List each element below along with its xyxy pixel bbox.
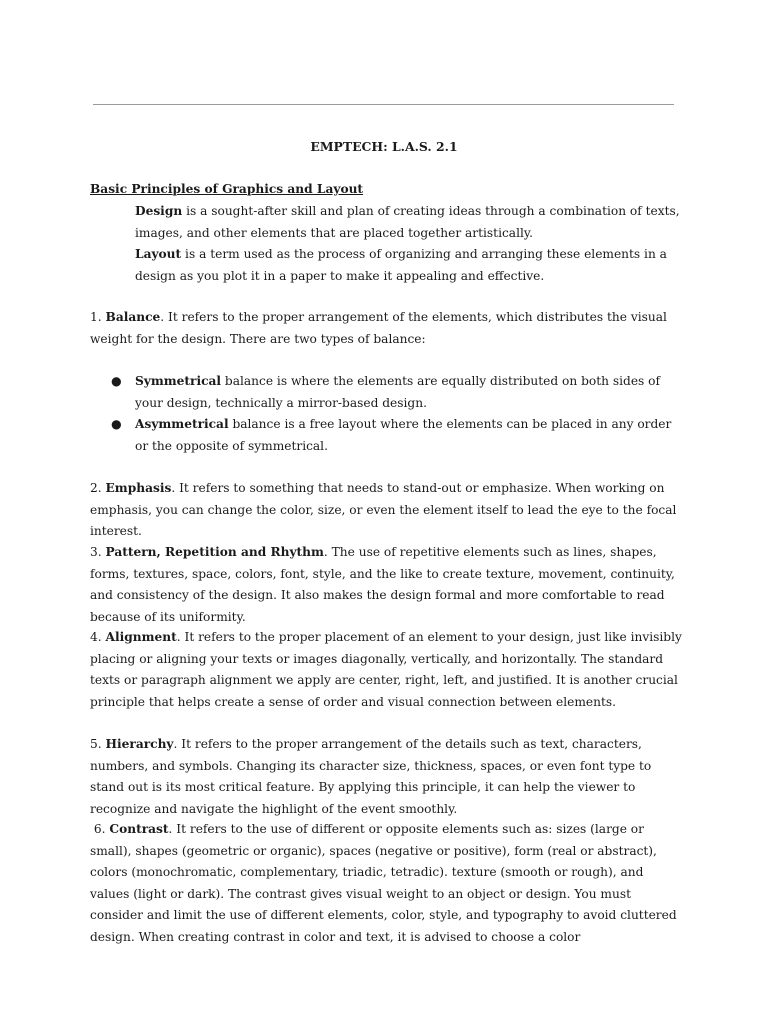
design-definition bbox=[135, 201, 680, 244]
hierarchy-text: . It refers to the proper arrangement of the details such as text, characters, numbers, and symbols. Changing its character size, thickness, spaces, or even font type to stand out is its most critical feature. By applying this principle, it can help the viewer to recognize and navigate the highlight of the event smoothly. bbox=[90, 737, 652, 816]
hierarchy-paragraph bbox=[90, 734, 684, 820]
alignment-text: . It refers to the proper placement of an element to your design, just like invisibly placing or aligning your texts or images diagonally, vertically, and horizontally. The standard texts or paragraph alignment we apply are center, right, left, and justified. It is another crucial principle that helps create a sense of order and visual connection between elements. bbox=[90, 630, 682, 709]
emphasis-paragraph bbox=[90, 478, 684, 543]
emphasis-text: . It refers to something that needs to stand-out or emphasize. When working on emphasis, you can change the color, size, or even the element itself to lead the eye to the focal interest. bbox=[90, 481, 677, 539]
hierarchy-number: 5. bbox=[90, 737, 106, 751]
document-title: EMPTECH: L.A.S. 2.1 bbox=[310, 139, 458, 154]
asymmetrical-text: balance is a free layout where the elements can be placed in any order or the opposite of symmetrical. bbox=[135, 417, 672, 453]
emphasis-term: Emphasis bbox=[105, 481, 172, 495]
alignment-number: 4. bbox=[90, 630, 106, 644]
design-term: Design bbox=[135, 204, 183, 218]
balance-text: . It refers to the proper arrangement of the elements, which distributes the visual weight for the design. There are two types of balance: bbox=[90, 310, 667, 346]
emphasis-number: 2. bbox=[90, 481, 106, 495]
list-item bbox=[90, 414, 684, 457]
contrast-paragraph bbox=[90, 819, 684, 949]
layout-term: Layout bbox=[135, 247, 182, 261]
contrast-text: . It refers to the use of different or opposite elements such as: sizes (large or small), shapes (geometric or organic), spaces (negative or positive), form (real or abstract), colors (monochromatic, complementary, triadic, tetradic). texture (smooth or rough), and values (light or dark). The contrast gives visual weight to an object or design. You must consider and limit the use of different elements, color, style, and typography to avoid cluttered design. When creating contrast in color and text, it is advised to choose a color bbox=[90, 822, 681, 944]
balance-number: 1. bbox=[90, 310, 106, 324]
balance-types-list bbox=[90, 371, 684, 457]
balance-term: Balance bbox=[105, 310, 161, 324]
pattern-text: . The use of repetitive elements such as lines, shapes, forms, textures, space, colors, font, style, and the like to create texture, movement, continuity, and consistency of the design. It also makes the design formal and more comfortable to read because of its uniformity. bbox=[90, 545, 675, 624]
asymmetrical-term: Asymmetrical bbox=[135, 417, 229, 432]
section-heading bbox=[90, 179, 684, 201]
contrast-term: Contrast bbox=[109, 822, 169, 836]
bullet-icon: ● bbox=[111, 417, 122, 432]
list-item bbox=[90, 371, 684, 414]
header-rule bbox=[93, 104, 674, 105]
symmetrical-text: balance is where the elements are equally distributed on both sides of your design, technically a mirror-based design. bbox=[135, 374, 661, 410]
alignment-term: Alignment bbox=[105, 630, 177, 644]
symmetrical-term: Symmetrical bbox=[135, 374, 222, 388]
layout-text: is a term used as the process of organizing and arranging these elements in a design as you plot it in a paper to make it appealing and effective. bbox=[135, 247, 667, 283]
contrast-number: 6. bbox=[90, 822, 110, 836]
balance-paragraph bbox=[90, 307, 684, 350]
section-heading-text: Basic Principles of Graphics and Layout bbox=[90, 182, 364, 196]
pattern-paragraph bbox=[90, 542, 684, 628]
design-text: is a sought-after skill and plan of creating ideas through a combination of texts, images, and other elements that are placed together artistically. bbox=[135, 204, 680, 240]
alignment-paragraph bbox=[90, 627, 684, 713]
bullet-icon: ● bbox=[111, 374, 122, 388]
pattern-number: 3. bbox=[90, 545, 106, 559]
pattern-term: Pattern, Repetition and Rhythm bbox=[105, 545, 324, 559]
hierarchy-term: Hierarchy bbox=[105, 737, 174, 751]
layout-definition bbox=[135, 244, 680, 287]
